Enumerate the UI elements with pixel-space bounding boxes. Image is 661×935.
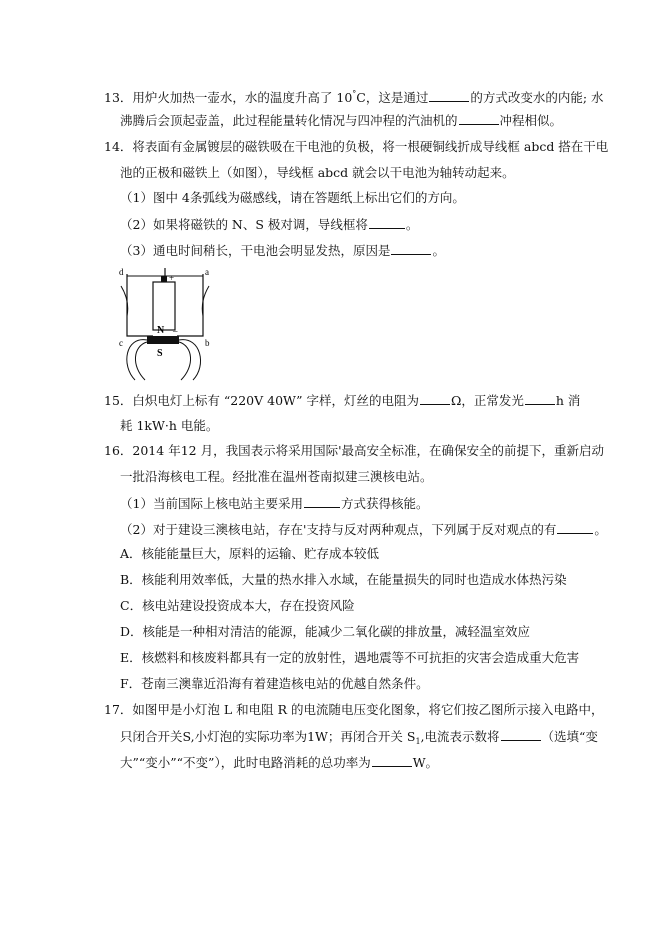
option-a-text: A．核能能量巨大，原料的运输、贮存成本较低 (120, 546, 380, 561)
q15-text-c: h 消 (555, 393, 581, 408)
q16-part-2-end: 。 (594, 522, 607, 537)
q13-text-e: 冲程相似。 (499, 113, 563, 128)
field-line-2 (135, 342, 147, 380)
field-line-4 (179, 342, 191, 380)
q14-blank-1[interactable] (369, 216, 405, 229)
q16-line-1 (104, 443, 604, 459)
option-d-text: D．核能是一种相对清洁的能源，能减少二氧化碳的排放量，减轻温室效应 (120, 624, 531, 639)
battery-terminal (161, 276, 167, 282)
q16-option-a[interactable] (120, 546, 379, 562)
q15-text-d: 耗 1kW·h 电能。 (120, 418, 219, 433)
wire-left (127, 274, 153, 336)
switch-subscript: 1 (415, 737, 421, 746)
option-e-text: E．核燃料和核废料都具有一定的放射性，遇地震等不可抗拒的灾害会造成重大危害 (120, 650, 580, 665)
q14-blank-2[interactable] (391, 242, 431, 255)
q15-line-1 (104, 392, 580, 409)
q16-part-1-end: 方式获得核能。 (340, 496, 429, 511)
q14-part-3 (120, 242, 445, 259)
option-f-text: F．苍南三澳靠近沿海有着建造核电站的优越自然条件。 (120, 676, 429, 691)
q14-part-2-text: （2）如果将磁铁的 N、S 极对调，导线框将 (120, 217, 368, 232)
q14-line-2 (120, 165, 515, 181)
q17-text-3b: W。 (412, 755, 439, 770)
q17-text-2c: （选填“变 (541, 729, 598, 744)
q17-text-2a: 只闭合开关S,小灯泡的实际功率为1W；再闭合开关 S (120, 729, 416, 744)
q14-text-2: 池的正极和磁铁上（如图），导线框 abcd 就会以干电池为轴转动起来。 (120, 165, 515, 180)
q14-text-1: 14．将表面有金属镀层的磁铁吸在干电池的负极，将一根硬铜线折成导线框 abcd 搭在干电 (104, 139, 609, 154)
q17-text-1: 17．如图甲是小灯泡 L 和电阻 R 的电流随电压变化图象，将它们按乙图所示接入电路中， (104, 702, 604, 717)
field-line-3 (179, 340, 201, 380)
q16-option-e[interactable] (120, 650, 579, 666)
q16-part-2-text: （2）对于建设三澳核电站，存在'支持与反对两种观点，下列属于反对观点的有 (120, 522, 557, 537)
q14-part-1 (120, 190, 465, 206)
q17-blank-2[interactable] (372, 754, 412, 767)
q17-text-2b: ,电流表示数将 (420, 729, 500, 744)
q13-line-2 (120, 112, 562, 129)
wire-right (177, 274, 203, 336)
q16-option-b[interactable] (120, 572, 567, 588)
q17-blank-1[interactable] (501, 728, 541, 741)
battery-magnet-figure (117, 266, 213, 382)
q17-line-2 (120, 728, 598, 750)
q14-part-1-text: （1）图中 4条弧线为磁感线，请在答题纸上标出它们的方向。 (120, 190, 465, 205)
q15-blank-2[interactable] (525, 392, 555, 405)
q13-text-b: C，这是通过 (356, 90, 429, 105)
label-plus: + (169, 273, 175, 283)
q14-part-3-text: （3）通电时间稍长，干电池会明显发热，原因是 (120, 243, 391, 258)
label-S: S (157, 348, 163, 359)
label-N: N (157, 325, 165, 336)
q15-text-a: 15．白炽电灯上标有 “220V 40W” 字样，灯丝的电阻为 (104, 393, 419, 408)
option-b-text: B．核能利用效率低，大量的热水排入水域，在能量损失的同时也造成水体热污染 (120, 572, 567, 587)
q17-text-3a: 大”“变小”“不变”），此时电路消耗的总功率为 (120, 755, 371, 770)
q16-option-c[interactable] (120, 598, 355, 614)
q15-text-b: Ω，正常发光 (450, 393, 524, 408)
q16-blank-1[interactable] (304, 495, 340, 508)
field-line-1 (127, 340, 147, 380)
q17-line-1 (104, 702, 604, 718)
label-d: d (119, 267, 124, 277)
q13-blank-2[interactable] (459, 112, 499, 125)
q15-line-2 (120, 418, 218, 434)
q16-option-d[interactable] (120, 624, 530, 640)
q16-blank-2[interactable] (557, 521, 593, 534)
q16-part-1 (120, 495, 428, 512)
q16-part-1-text: （1）当前国际上核电站主要采用 (120, 496, 303, 511)
label-minus: – (173, 326, 178, 336)
label-c: c (119, 338, 123, 348)
q16-option-f[interactable] (120, 676, 429, 692)
q14-part-2-end: 。 (405, 217, 419, 232)
battery (153, 282, 175, 330)
q16-part-2 (120, 521, 607, 538)
label-a: a (205, 267, 209, 277)
q15-blank-1[interactable] (420, 392, 450, 405)
q13-line-1 (104, 86, 604, 106)
label-b: b (205, 338, 210, 348)
q13-text-d: 沸腾后会顶起壶盖，此过程能量转化情况与四冲程的汽油机的 (120, 113, 458, 128)
q13-blank-1[interactable] (429, 89, 469, 102)
q16-text-1: 16．2014 年12 月，我国表示将采用国际'最高安全标准，在确保安全的前提下，重新启动 (104, 443, 605, 458)
q16-text-2: 一批沿海核电工程。经批准在温州苍南拟建三澳核电站。 (120, 469, 433, 484)
option-c-text: C．核电站建设投资成本大，存在投资风险 (120, 598, 355, 613)
q14-part-2 (120, 216, 418, 233)
q16-line-2 (120, 469, 433, 485)
q14-part-3-end: 。 (432, 243, 445, 258)
q13-text-c: 的方式改变水的内能; 水 (470, 90, 604, 105)
q13-text-a: 13．用炉火加热一壶水，水的温度升高了 10 (104, 90, 353, 105)
degree-mark: ° (352, 89, 357, 98)
magnet (147, 336, 179, 344)
q17-line-3 (120, 754, 438, 771)
q14-line-1 (104, 139, 608, 155)
